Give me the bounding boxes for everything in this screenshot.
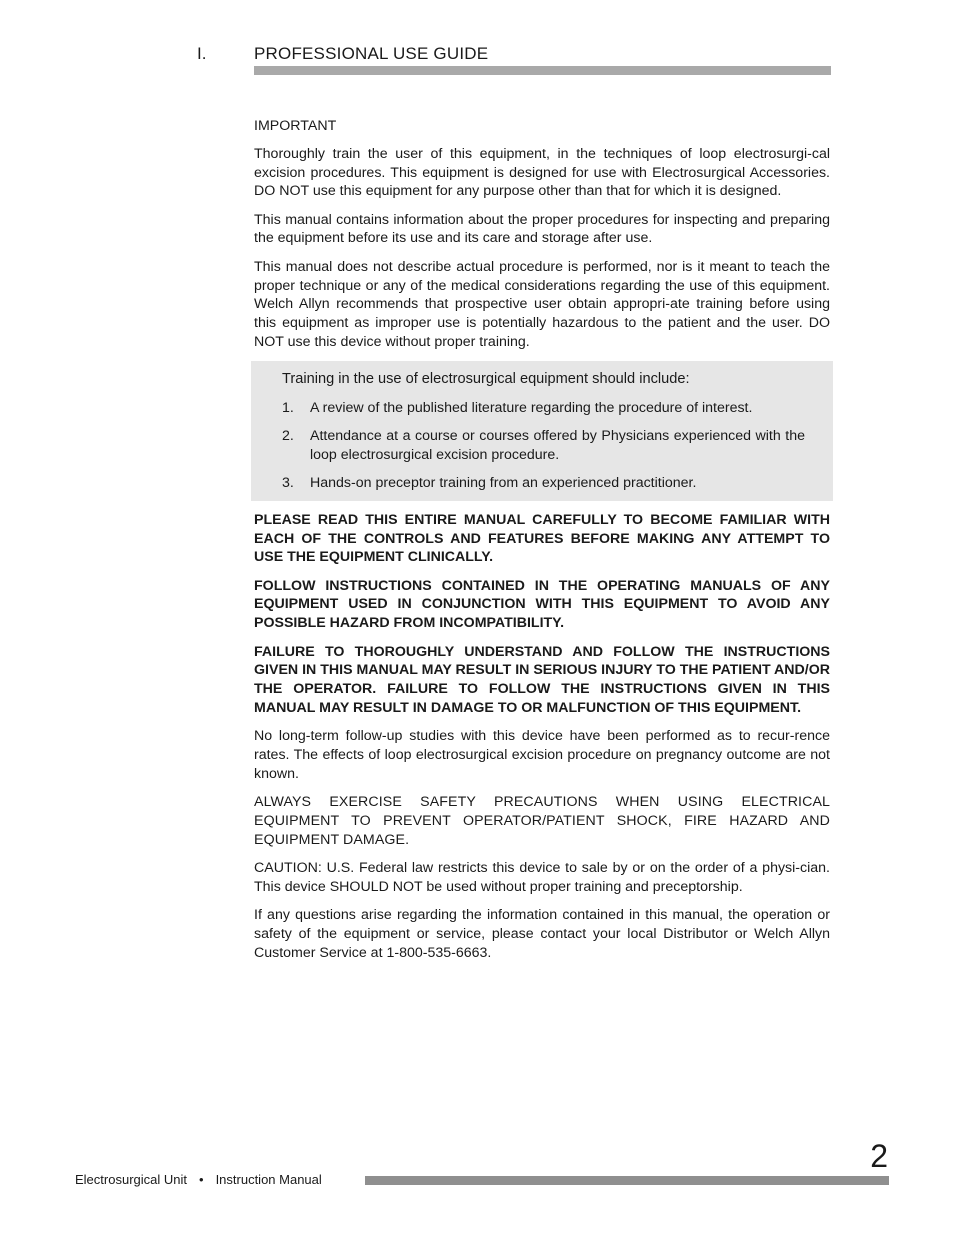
- training-requirement-paragraph: Thoroughly train the user of this equipment, in the techniques of loop electrosurgi-cal excision procedures. This equipment is designed for use with Electrosurgical Accessories. DO NOT use this equipment for any purpose other than that for which it is designed.: [254, 145, 830, 200]
- page-number: 2: [870, 1138, 888, 1174]
- manual-contents-paragraph: This manual contains information about the proper procedures for inspecting and preparing the equipment before its use and its care and storage after use.: [254, 211, 830, 247]
- list-item: [282, 474, 805, 493]
- safety-precautions-paragraph: ALWAYS EXERCISE SAFETY PRECAUTIONS WHEN USING ELECTRICAL EQUIPMENT TO PREVENT OPERATOR/PATIENT SHOCK, FIRE HAZARD AND EQUIPMENT DAMAGE.: [254, 794, 830, 848]
- list-item-number: 1.: [282, 399, 294, 416]
- training-intro: Training in the use of electrosurgical equipment should include:: [282, 371, 690, 388]
- footer-product-name: Electrosurgical Unit: [75, 1172, 187, 1187]
- caution-paragraph: CAUTION: U.S. Federal law restricts this device to sale by or on the order of a physi-cian. This device SHOULD NOT be used without proper training and preceptorship.: [254, 860, 830, 895]
- footer-bullet: •: [199, 1172, 204, 1187]
- training-list: [282, 399, 805, 493]
- list-item-text: Hands-on preceptor training from an experienced practitioner.: [310, 474, 697, 491]
- section-header-bar: [254, 66, 831, 75]
- list-item-text: A review of the published literature regarding the procedure of interest.: [310, 399, 753, 416]
- section-number: I.: [197, 44, 207, 63]
- compatibility-warning: FOLLOW INSTRUCTIONS CONTAINED IN THE OPERATING MANUALS OF ANY EQUIPMENT USED IN CONJUNCTION WITH THIS EQUIPMENT TO AVOID ANY POSSIBLE HAZARD FROM INCOMPATIBILITY.: [254, 577, 830, 632]
- read-manual-warning: PLEASE READ THIS ENTIRE MANUAL CAREFULLY TO BECOME FAMILIAR WITH EACH OF THE CONTROLS AND FEATURES BEFORE MAKING ANY ATTEMPT TO USE THE EQUIPMENT CLINICALLY.: [254, 511, 830, 566]
- footer-text: [75, 1172, 322, 1187]
- footer-document-name: Instruction Manual: [215, 1172, 322, 1187]
- list-item-number: 3.: [282, 474, 294, 491]
- section-title: PROFESSIONAL USE GUIDE: [254, 44, 489, 63]
- section-heading: [197, 44, 831, 74]
- training-box: [251, 361, 833, 500]
- list-item: [282, 427, 805, 465]
- contact-paragraph: If any questions arise regarding the information contained in this manual, the operation or safety of the equipment or service, please contact your local Distributor or Welch Allyn Customer Service at 1-800-535-6663.: [254, 907, 830, 961]
- page-content: [254, 117, 830, 972]
- list-item-text: Attendance at a course or courses offered by Physicians experienced with the loop electrosurgical excision procedure.: [310, 427, 805, 463]
- page-footer: [0, 1140, 954, 1200]
- list-item: [282, 399, 805, 418]
- procedure-disclaimer-paragraph: This manual does not describe actual procedure is performed, nor is it meant to teach the proper technique or any of the medical considerations regarding the use of this equipment. Welch Allyn recommends that prospective user obtain appropri-ate training before using this equipment as improper use is potentially hazardous to the patient and the user. DO NOT use this device without proper training.: [254, 258, 830, 350]
- list-item-number: 2.: [282, 427, 294, 444]
- footer-bar: [365, 1176, 889, 1185]
- injury-warning: FAILURE TO THOROUGHLY UNDERSTAND AND FOLLOW THE INSTRUCTIONS GIVEN IN THIS MANUAL MAY RESULT IN SERIOUS INJURY TO THE PATIENT AND/OR THE OPERATOR. FAILURE TO FOLLOW THE INSTRUCTIONS GIVEN IN THIS MANUAL MAY RESULT IN DAMAGE TO OR MALFUNCTION OF THIS EQUIPMENT.: [254, 643, 830, 716]
- important-heading: IMPORTANT: [254, 118, 337, 134]
- follow-up-studies-paragraph: No long-term follow-up studies with this device have been performed as to recur-rence rates. The effects of loop electrosurgical excision procedure on pregnancy outcome are not known.: [254, 728, 830, 782]
